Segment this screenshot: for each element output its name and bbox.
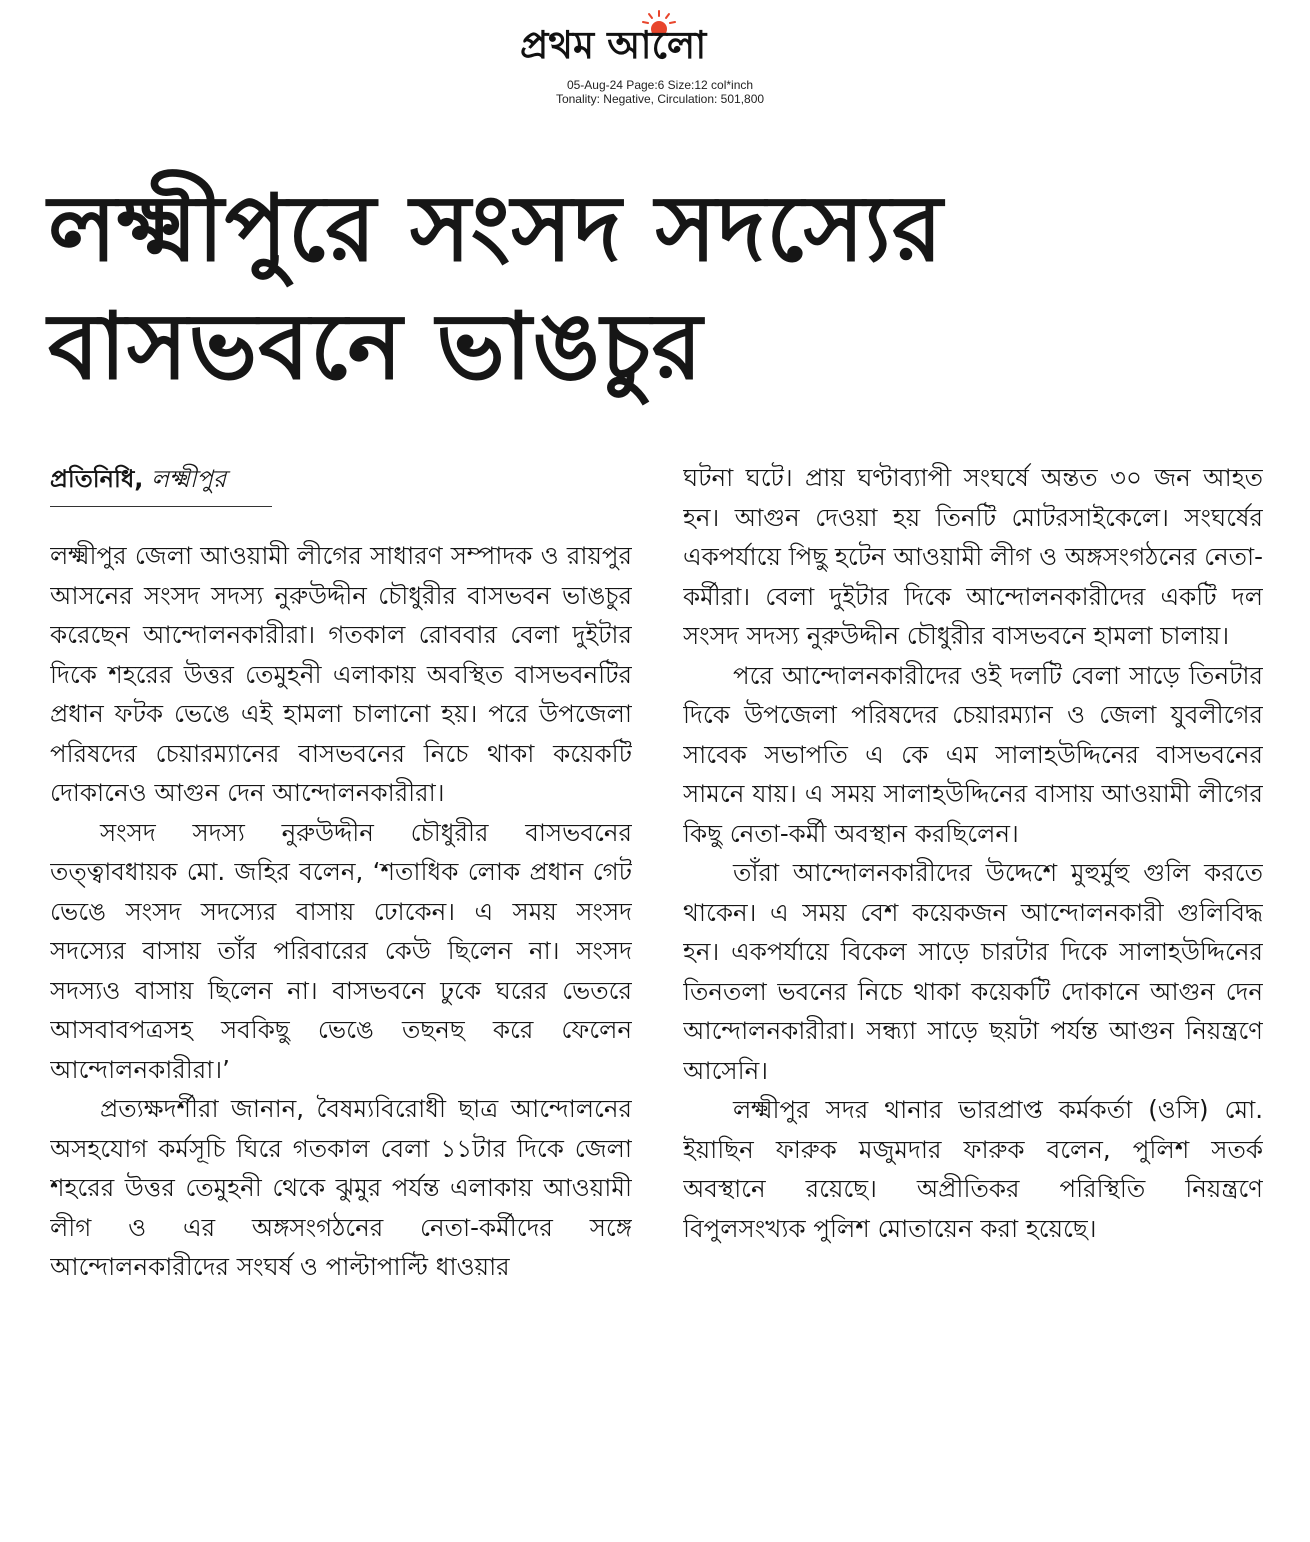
article-headline — [48, 170, 1048, 406]
article-column-right — [683, 458, 1263, 1458]
article-paragraph-3-continued: ঘটনা ঘটে। প্রায় ঘণ্টাব্যাপী সংঘর্ষে অন্তত ৩০ জন আহত হন। আগুন দেওয়া হয় তিনটি মোটরসাইকেলে। সংঘর্ষের একপর্যায়ে পিছু হটেন আওয়ামী লীগ ও অঙ্গসংগঠনের নেতা-কর্মীরা। বেলা দুইটার দিকে আন্দোলনকারীদের একটি দল সংসদ সদস্য নুরুউদ্দীন চৌধুরীর বাসভবনে হামলা চালায়। — [683, 463, 1263, 650]
byline-role: প্রতিনিধি, — [50, 465, 144, 493]
article-paragraph-1: লক্ষ্মীপুর জেলা আওয়ামী লীগের সাধারণ সম্পাদক ও রায়পুর আসনের সংসদ সদস্য নুরুউদ্দীন চৌধুরীর বাসভবন ভাঙচুর করেছেন আন্দোলনকারীরা। গতকাল রোববার বেলা দুইটার দিকে শহরের উত্তর তেমুহনী এলাকায় অবস্থিত বাসভবনটির প্রধান ফটক ভেঙে এই হামলা চালানো হয়। পরে উপজেলা পরিষদের চেয়ারম্যানের বাসভবনের নিচে থাকা কয়েকটি দোকানেও আগুন দেন আন্দোলনকারীরা। — [50, 541, 632, 807]
clipping-metadata — [510, 78, 810, 106]
article-paragraph-2: সংসদ সদস্য নুরুউদ্দীন চৌধুরীর বাসভবনের তত্ত্বাবধায়ক মো. জহির বলেন, ‘শতাধিক লোক প্রধান গেট ভেঙে সংসদ সদস্যের বাসায় ঢোকেন। এ সময় সংসদ সদস্যের বাসায় তাঁর পরিবারের কেউ ছিলেন না। সংসদ সদস্যও বাসায় ছিলেন না। বাসভবনে ঢুকে ঘরের ভেতরে আসবাবপত্রসহ সবকিছু ভেঙে তছনছ করে ফেলেন আন্দোলনকারীরা।’ — [50, 817, 632, 1084]
byline-place: লক্ষ্মীপুর — [151, 465, 227, 493]
article-paragraph-5: তাঁরা আন্দোলনকারীদের উদ্দেশে মুহুর্মুহু গুলি করতে থাকেন। এ সময় বেশ কয়েকজন আন্দোলনকারী গুলিবিদ্ধ হন। একপর্যায়ে বিকেল সাড়ে চারটার দিকে সালাহউদ্দিনের তিনতলা ভবনের নিচে থাকা কয়েকটি দোকানে আগুন দেন আন্দোলনকারীরা। সন্ধ্যা সাড়ে ছয়টা পর্যন্ত আগুন নিয়ন্ত্রণে আসেনি। — [683, 858, 1263, 1085]
newspaper-masthead — [500, 8, 810, 72]
masthead-logo-text: প্রথম আলো — [520, 22, 707, 67]
article-byline — [50, 462, 280, 496]
headline-line-2: বাসভবনে ভাঙচুর — [48, 293, 704, 400]
article-column-left — [50, 536, 632, 1466]
article-paragraph-6: লক্ষ্মীপুর সদর থানার ভারপ্রাপ্ত কর্মকর্তা (ওসি) মো. ইয়াছিন ফারুক মজুমদার ফারুক বলেন, পুলিশ সতর্ক অবস্থানে রয়েছে। অপ্রীতিকর পরিস্থিতি নিয়ন্ত্রণে বিপুলসংখ্যক পুলিশ মোতায়েন করা হয়েছে। — [683, 1095, 1263, 1243]
article-paragraph-4: পরে আন্দোলনকারীদের ওই দলটি বেলা সাড়ে তিনটার দিকে উপজেলা পরিষদের চেয়ারম্যান ও জেলা যুবলীগের সাবেক সভাপতি এ কে এম সালাহউদ্দিনের বাসভবনের সামনে যায়। এ সময় সালাহউদ্দিনের বাসায় আওয়ামী লীগের কিছু নেতা-কর্মী অবস্থান করছিলেন। — [683, 660, 1263, 848]
article-paragraph-3: প্রত্যক্ষদর্শীরা জানান, বৈষম্যবিরোধী ছাত্র আন্দোলনের অসহযোগ কর্মসূচি ঘিরে গতকাল বেলা ১১টার দিকে জেলা শহরের উত্তর তেমুহনী থেকে ঝুমুর পর্যন্ত এলাকায় আওয়ামী লীগ ও এর অঙ্গসংগঠনের নেতা-কর্মীদের সঙ্গে আন্দোলনকারীদের সংঘর্ষ ও পাল্টাপাল্টি ধাওয়ার — [50, 1094, 632, 1281]
headline-line-1: লক্ষ্মীপুরে সংসদ সদস্যের — [48, 175, 944, 282]
metadata-date-page-size: 05-Aug-24 Page:6 Size:12 col*inch — [566, 78, 754, 92]
metadata-tonality-circulation: Tonality: Negative, Circulation: 501,800 — [555, 92, 765, 106]
byline-divider — [50, 506, 272, 507]
